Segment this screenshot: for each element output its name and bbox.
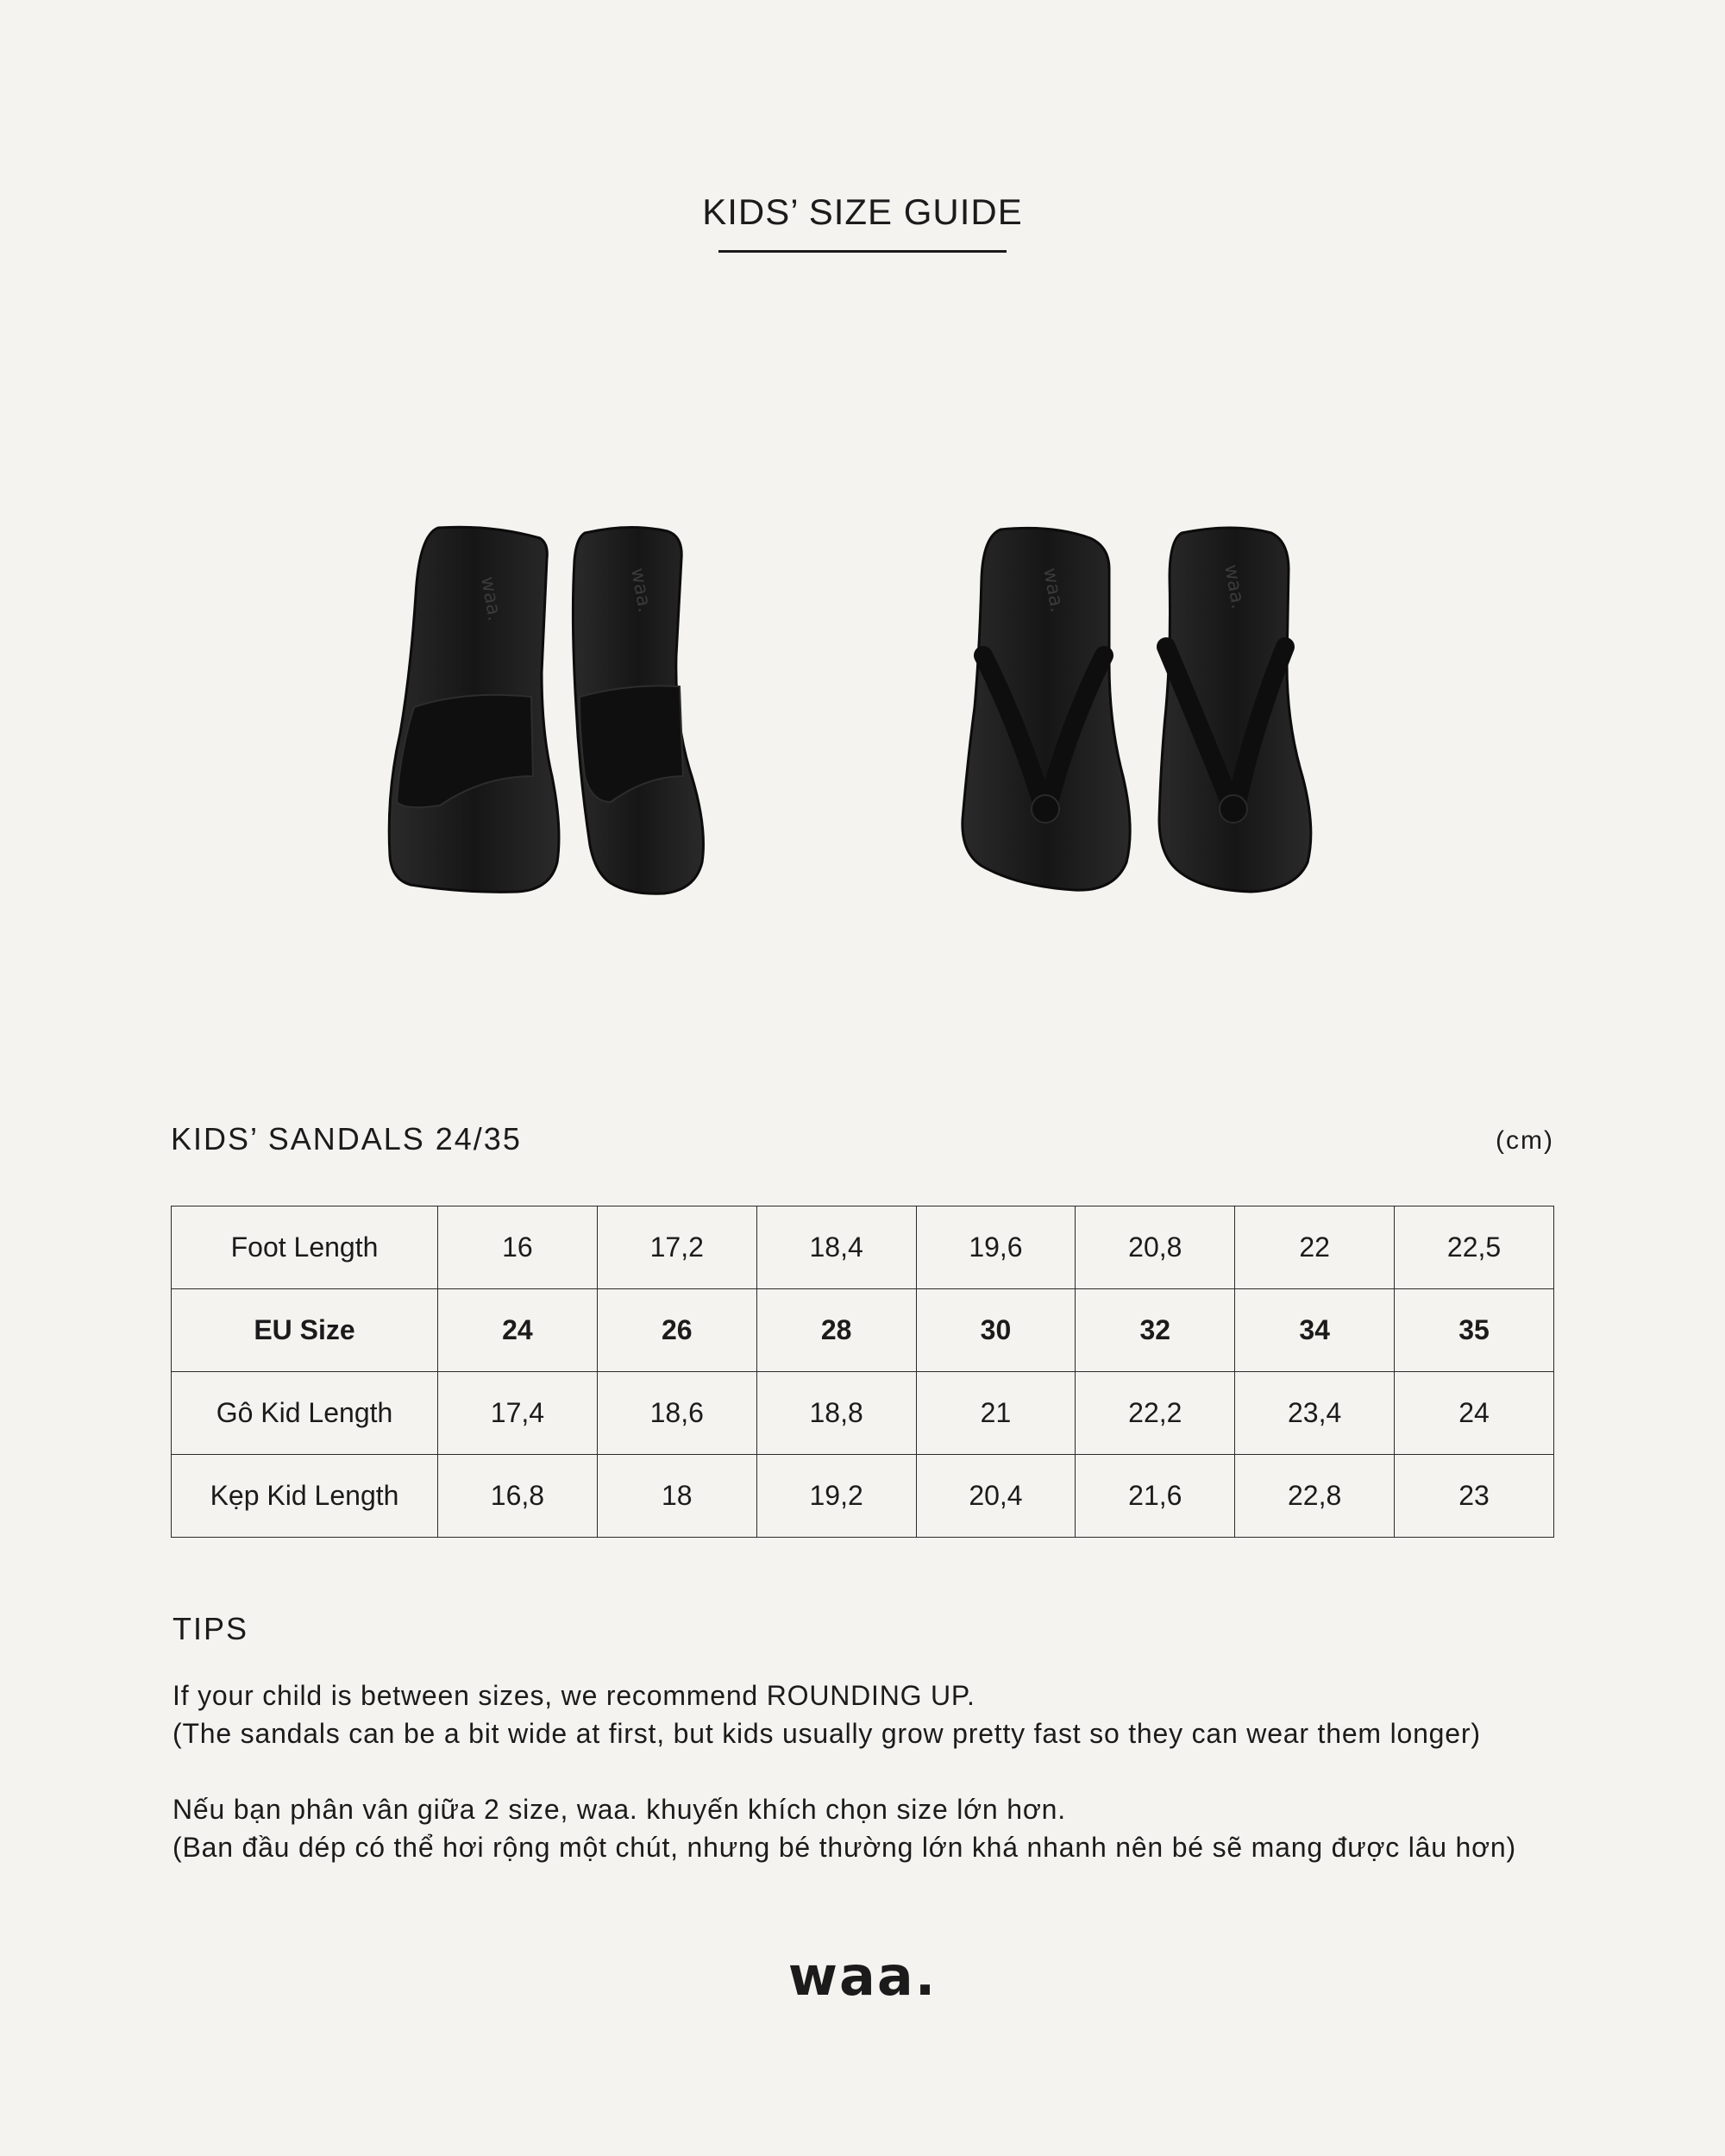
- table-cell: 26: [597, 1289, 756, 1372]
- flip-flop-left-insole-mark: waa.: [1038, 566, 1068, 615]
- tips-en-line-2: (The sandals can be a bit wide at first, but kids usually grow pretty fast so they can wear them longer): [172, 1718, 1481, 1749]
- table-row: [172, 1455, 1554, 1538]
- slide-sandal-pair: [389, 527, 703, 893]
- table-cell: 18,8: [756, 1372, 916, 1455]
- table-cell: 20,8: [1076, 1206, 1235, 1289]
- row-label: Foot Length: [172, 1206, 438, 1289]
- table-cell: 22: [1235, 1206, 1395, 1289]
- table-cell: 19,6: [916, 1206, 1076, 1289]
- table-row: [172, 1372, 1554, 1455]
- table-cell: 32: [1076, 1289, 1235, 1372]
- table-cell: 19,2: [756, 1455, 916, 1538]
- flip-flop-right-insole-mark: waa.: [1220, 562, 1249, 611]
- page-title: KIDS’ SIZE GUIDE: [702, 191, 1023, 232]
- row-label: Gô Kid Length: [172, 1372, 438, 1455]
- tips-vi-line-1: Nếu bạn phân vân giữa 2 size, waa. khuyến khích chọn size lớn hơn.: [172, 1794, 1066, 1825]
- slide-left-insole-mark: waa.: [476, 574, 505, 624]
- tips-vietnamese: [172, 1790, 1639, 1866]
- table-cell: 20,4: [916, 1455, 1076, 1538]
- title-underline: [718, 250, 1007, 253]
- flip-flop-sandal-pair: [963, 528, 1311, 892]
- table-cell: 22,8: [1235, 1455, 1395, 1538]
- size-chart-title: KIDS’ SANDALS 24/35: [171, 1121, 522, 1156]
- table-cell: 23,4: [1235, 1372, 1395, 1455]
- table-cell: 28: [756, 1289, 916, 1372]
- table-cell: 22,5: [1395, 1206, 1554, 1289]
- table-cell: 30: [916, 1289, 1076, 1372]
- table-cell: 18: [597, 1455, 756, 1538]
- tips-en-line-1: If your child is between sizes, we recommend ROUNDING UP.: [172, 1680, 975, 1711]
- product-photos: [380, 517, 1346, 906]
- table-cell: 17,2: [597, 1206, 756, 1289]
- slide-right-insole-mark: waa.: [626, 566, 656, 615]
- flip-flop-right: [1159, 528, 1311, 892]
- table-cell: 34: [1235, 1289, 1395, 1372]
- tips-title: TIPS: [172, 1611, 249, 1646]
- table-cell: 22,2: [1076, 1372, 1235, 1455]
- table-cell: 21: [916, 1372, 1076, 1455]
- row-label: EU Size: [172, 1289, 438, 1372]
- table-cell: 16: [438, 1206, 598, 1289]
- table-cell: 17,4: [438, 1372, 598, 1455]
- table-cell: 16,8: [438, 1455, 598, 1538]
- size-table: [171, 1206, 1554, 1538]
- slide-sandal-right: [573, 527, 703, 893]
- slide-sandal-left: [389, 527, 559, 892]
- brand-logo: waa.: [787, 1945, 938, 2008]
- table-cell: 23: [1395, 1455, 1554, 1538]
- table-cell: 21,6: [1076, 1455, 1235, 1538]
- table-cell: 24: [1395, 1372, 1554, 1455]
- tips-english: [172, 1677, 1639, 1752]
- row-label: Kẹp Kid Length: [172, 1455, 438, 1538]
- tips-vi-line-2: (Ban đầu dép có thể hơi rộng một chút, nhưng bé thường lớn khá nhanh nên bé sẽ mang được lâu hơn): [172, 1832, 1516, 1863]
- table-cell: 18,4: [756, 1206, 916, 1289]
- table-row: [172, 1206, 1554, 1289]
- table-cell: 24: [438, 1289, 598, 1372]
- table-cell: 35: [1395, 1289, 1554, 1372]
- table-row: [172, 1289, 1554, 1372]
- table-cell: 18,6: [597, 1372, 756, 1455]
- flip-flop-left: [963, 528, 1130, 890]
- size-chart-unit: (cm): [1496, 1126, 1554, 1155]
